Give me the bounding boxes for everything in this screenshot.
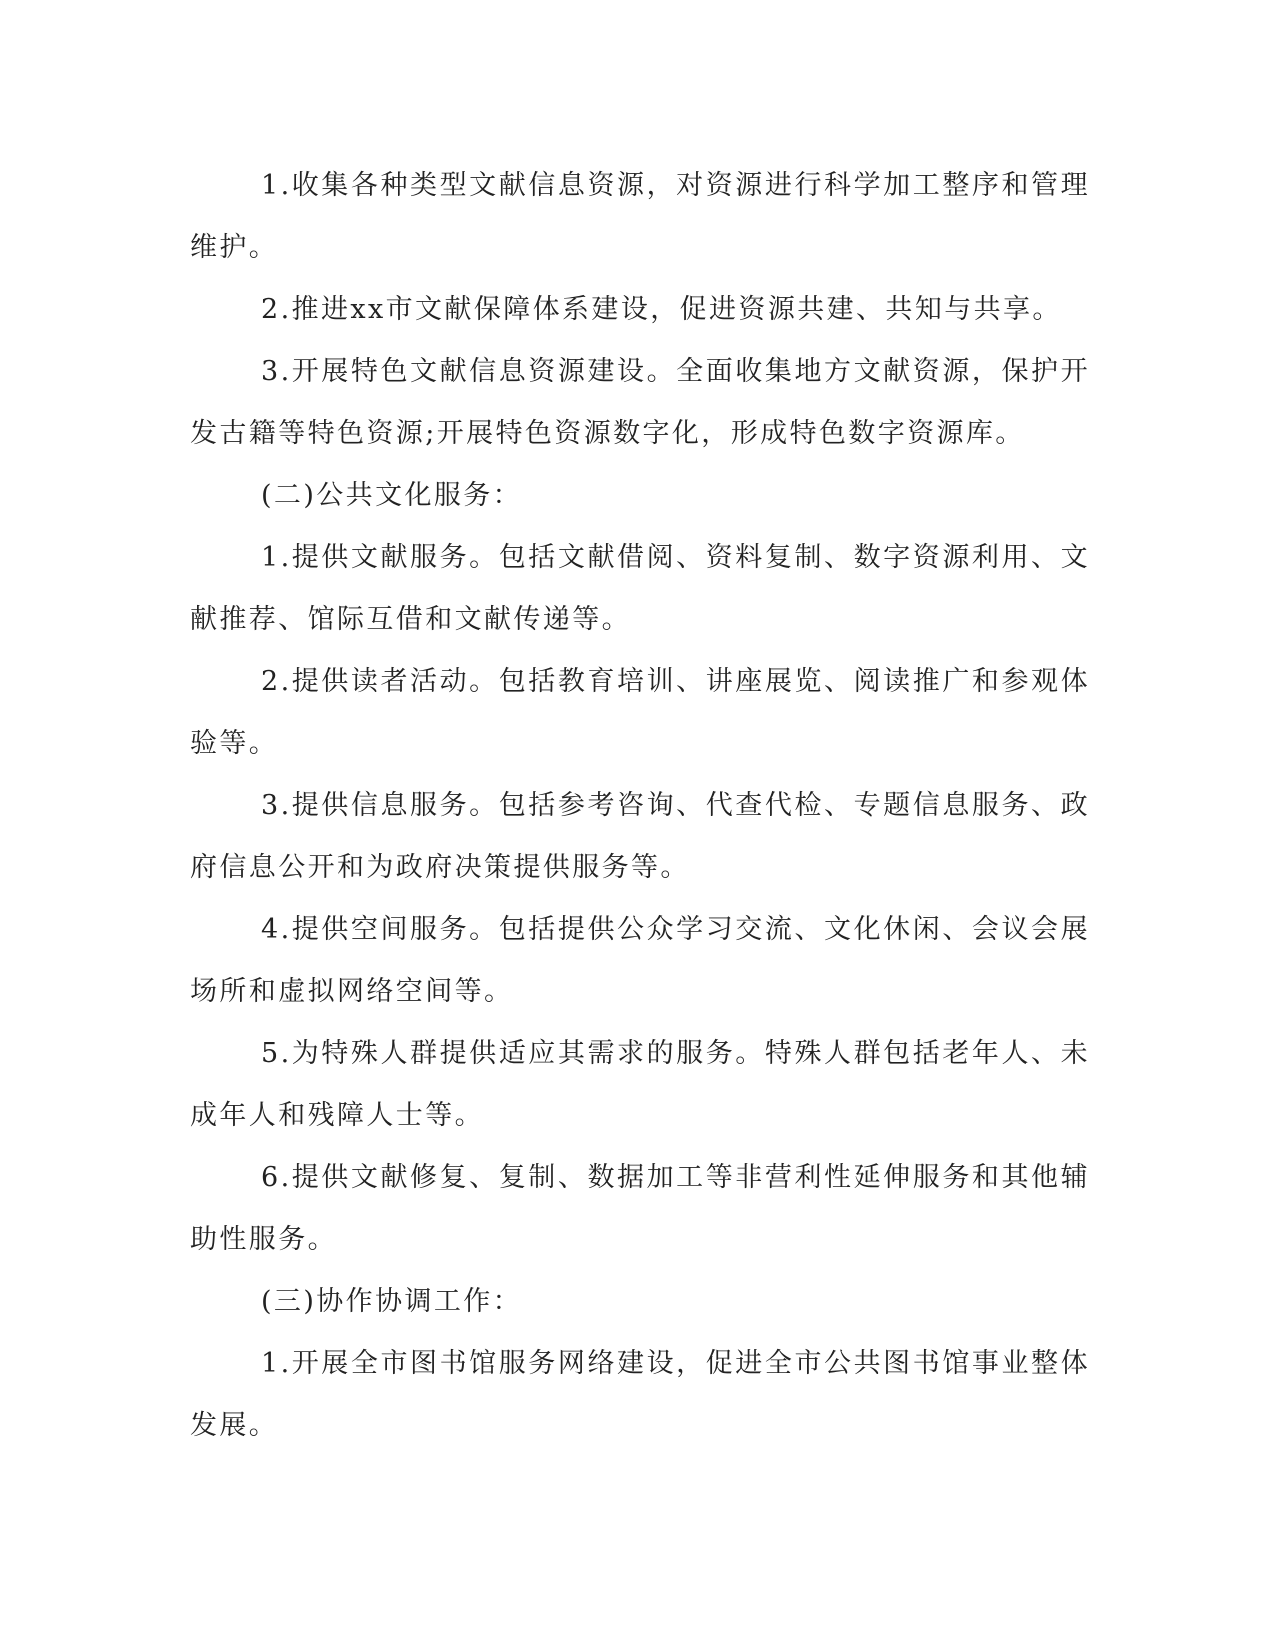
paragraph-special-groups: 5.为特殊人群提供适应其需求的服务。特殊人群包括老年人、未成年人和残障人士等。: [190, 1038, 1090, 1131]
paragraph-document-service: 1.提供文献服务。包括文献借阅、资料复制、数字资源利用、文献推荐、馆际互借和文献传递等。: [190, 542, 1090, 635]
paragraph-information-service: 3.提供信息服务。包括参考咨询、代查代检、专题信息服务、政府信息公开和为政府决策提供服务等。: [190, 790, 1090, 883]
paragraph-reader-activities: 2.提供读者活动。包括教育培训、讲座展览、阅读推广和参观体验等。: [190, 666, 1090, 759]
paragraph-extended-services: 6.提供文献修复、复制、数据加工等非营利性延伸服务和其他辅助性服务。: [190, 1162, 1090, 1255]
section-heading-public-cultural-service: (二)公共文化服务：: [261, 480, 523, 511]
paragraph-special-resources: 3.开展特色文献信息资源建设。全面收集地方文献资源，保护开发古籍等特色资源;开展特色资源数字化，形成特色数字资源库。: [190, 356, 1090, 449]
paragraph-resource-collection: 1.收集各种类型文献信息资源，对资源进行科学加工整序和管理维护。: [190, 170, 1090, 263]
paragraph-network-construction: 1.开展全市图书馆服务网络建设，促进全市公共图书馆事业整体发展。: [190, 1348, 1090, 1441]
document-body: [190, 155, 1090, 1457]
section-heading-coordination-work: (三)协作协调工作：: [261, 1286, 523, 1317]
paragraph-document-support-system: 2.推进xx市文献保障体系建设，促进资源共建、共知与共享。: [261, 294, 1062, 325]
paragraph-space-service: 4.提供空间服务。包括提供公众学习交流、文化休闲、会议会展场所和虚拟网络空间等。: [190, 914, 1090, 1007]
